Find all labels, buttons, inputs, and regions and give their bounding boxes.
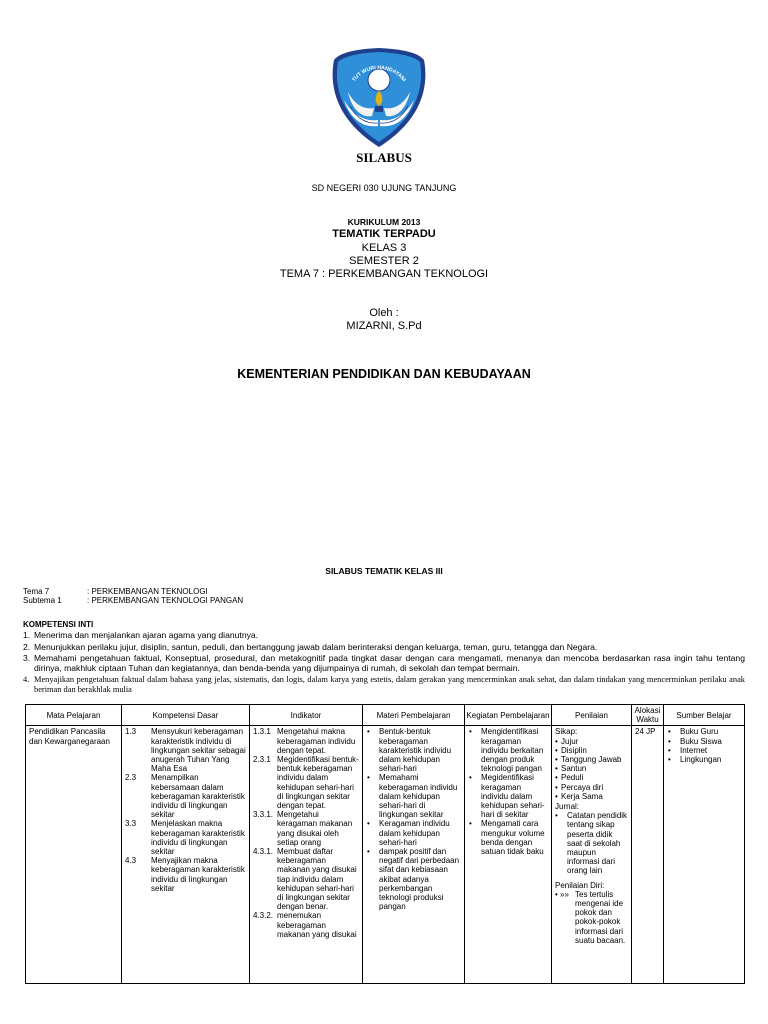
subtema-label: Subtema 1	[23, 596, 62, 605]
list-item: • Catatan pendidik tentang sikap peserta didik saat di sekolah maupun informasi dari orang lain	[555, 811, 628, 876]
ki-item: 2. Menunjukkan perilaku jujur, disiplin, santun, peduli, dan bertanggung jawab dalam berinteraksi dengan keluarga, teman, guru, tetangga dan Negara.	[23, 642, 598, 652]
sumber-cell	[664, 726, 745, 984]
subtema-line	[23, 596, 243, 605]
list-item: • Mengidentifikasi keragaman individu berkaitan dengan produk teknologi pangan	[469, 727, 544, 774]
subject: TEMATIK TERPADU	[332, 228, 436, 240]
list-item: 3.3 Menjelaskan makna keberagaman karakteristik individu di lingkungan sekitar	[125, 819, 245, 857]
list-item: • »» Tes tertulis mengenai ide pokok dan pokok-pokok informasi dari suatu bacaan.	[555, 889, 626, 945]
syllabus-table	[25, 704, 745, 984]
list-item: 4.3 Menyajikan makna keberagaman karakteristik individu di lingkungan sekitar	[125, 856, 245, 893]
list-item: • Santun	[555, 764, 587, 774]
list-item: • Jujur	[555, 736, 579, 746]
list-item: 2.3 Menampilkan kebersamaan dalam keberagaman karakteristik individu di lingkungan sekitar	[125, 773, 245, 820]
ki-heading: KOMPETENSI INTI	[23, 620, 94, 629]
col-header: Alokasi Waktu	[632, 705, 664, 726]
penilaian-cell	[552, 726, 632, 984]
syllabus-title: SILABUS TEMATIK KELAS III	[325, 566, 443, 576]
col-header: Sumber Belajar	[664, 705, 745, 726]
indikator-cell	[250, 726, 363, 984]
list-item: • Megidentifikasi keragaman individu dalam kehidupan sehari-hari di sekitar	[469, 773, 545, 820]
list-item: • Memahami keberagaman individu dalam kehidupan sehari-hari di lingkungan sekitar	[367, 773, 458, 820]
col-header: Kegiatan Pembelajaran	[465, 705, 552, 726]
col-header: Materi Pembelajaran	[363, 705, 465, 726]
curriculum: KURIKULUM 2013	[347, 217, 421, 227]
list-item: • Mengamati cara mengukur volume benda dengan satuan tidak baku	[469, 819, 545, 857]
list-item: 1.3.1 Mengetahui makna keberagaman individu dengan tepat.	[253, 727, 356, 755]
svg-text:TUT WURI HANDAYANI: TUT WURI HANDAYANI	[351, 65, 407, 83]
document-title: SILABUS	[356, 150, 412, 165]
list-item: • Keragaman individu dalam kehidupan sehari-hari	[367, 819, 450, 847]
ki-item: 4. Menyajikan pengetahuan faktual dalam bahasa yang jelas, sistematis, dan logis, dalam karya yang estetis, dalam gerakan yang mencerminkan anak sehat, dan dalam tindakan yang mencerminkan perilaku anak beriman dan berakhlak mulia	[23, 675, 745, 694]
list-item: • Peduli	[555, 773, 584, 783]
tema-label: Tema 7	[23, 587, 50, 596]
ki-item: 3. Memahami pengetahuan faktual, Konseptual, prosedural, dan metakognitif pada tingkat dasar dengan cara mengamati, menanya dan mencoba berdasarkan rasa ingin tahu tentang dirinya, makhluk ciptaan Tuhan dan kegiatannya, dan benda-benda yang dijumpainya di rumah, di sekolah dan tempat bermain.	[23, 653, 745, 673]
school-name: SD NEGERI 030 UJUNG TANJUNG	[311, 183, 457, 193]
author: MIZARNI, S.Pd	[346, 320, 422, 332]
table-header-row	[26, 705, 745, 726]
col-header: Kompetensi Dasar	[122, 705, 250, 726]
list-item: 2.3.1 Megidentifikasi bentuk-bentuk keberagaman individu dalam kehidupan sehari-hari di lingkungan sekitar dengan tepat.	[253, 755, 359, 811]
materi-cell	[363, 726, 465, 984]
list-item: • Tanggung Jawab	[555, 755, 622, 765]
ministry: KEMENTERIAN PENDIDIKAN DAN KEBUDAYAAN	[237, 367, 531, 381]
list-item: • Disiplin	[555, 745, 587, 755]
col-header: Penilaian	[552, 705, 632, 726]
list-item: • Lingkungan	[668, 755, 722, 765]
list-item: 4.3.1. Membuat daftar keberagaman makanan yang disukai tiap individu dalam kehidupan sehari-hari di lingkungan sekitar dengan benar.	[253, 847, 357, 912]
subtema-value: : PERKEMBANGAN TEKNOLOGI PANGAN	[87, 596, 244, 605]
list-item: • Kerja Sama	[555, 791, 603, 801]
tema-value: : PERKEMBANGAN TEKNOLOGI	[87, 587, 208, 596]
by-label: Oleh :	[369, 307, 399, 319]
col-header: Mata Pelajaran	[26, 705, 122, 726]
tut-wuri-handayani-logo	[328, 46, 430, 150]
list-item: • Internet	[668, 745, 708, 755]
sikap-label: Sikap:	[555, 727, 578, 737]
ki-item: 1. Menerima dan menjalankan ajaran agama yang dianutnya.	[23, 630, 259, 640]
list-item: • Buku Guru	[668, 727, 719, 737]
alokasi-cell: 24 JP	[632, 726, 664, 984]
kegiatan-cell	[465, 726, 552, 984]
class: KELAS 3	[361, 242, 407, 254]
tema-line	[23, 587, 208, 596]
semester: SEMESTER 2	[349, 255, 419, 267]
list-item: • Buku Siswa	[668, 736, 722, 746]
kd-cell	[122, 726, 250, 984]
jurnal-label: Jurnal:	[555, 802, 580, 812]
theme: TEMA 7 : PERKEMBANGAN TEKNOLOGI	[279, 268, 489, 280]
list-item: 1.3 Mensyukuri keberagaman karakteristik individu di lingkungan sekitar sebagai anugerah Tuhan Yang Maha Esa	[125, 727, 246, 774]
table-row	[26, 726, 745, 984]
list-item: • Percaya diri	[555, 782, 604, 792]
col-header: Indikator	[250, 705, 363, 726]
diri-label: Penilaian Diri:	[555, 880, 605, 890]
mapel-cell: Pendidikan Pancasila dan Kewarganegaraan	[26, 726, 122, 984]
list-item: 4.3.2. menemukan keberagaman makanan yang disukai	[253, 911, 357, 939]
list-item: 3.3.1. Mengetahui keragaman makanan yang disukai oleh setiap orang	[253, 810, 353, 847]
list-item: • Bentuk-bentuk keberagaman karakteristik individu dalam kehidupan sehari-hari	[367, 727, 452, 774]
list-item: • dampak positif dan negatif dari perbedaan sifat dan kebiasaan akibat adanya perkembangan teknologi produksi pangan	[367, 847, 460, 912]
